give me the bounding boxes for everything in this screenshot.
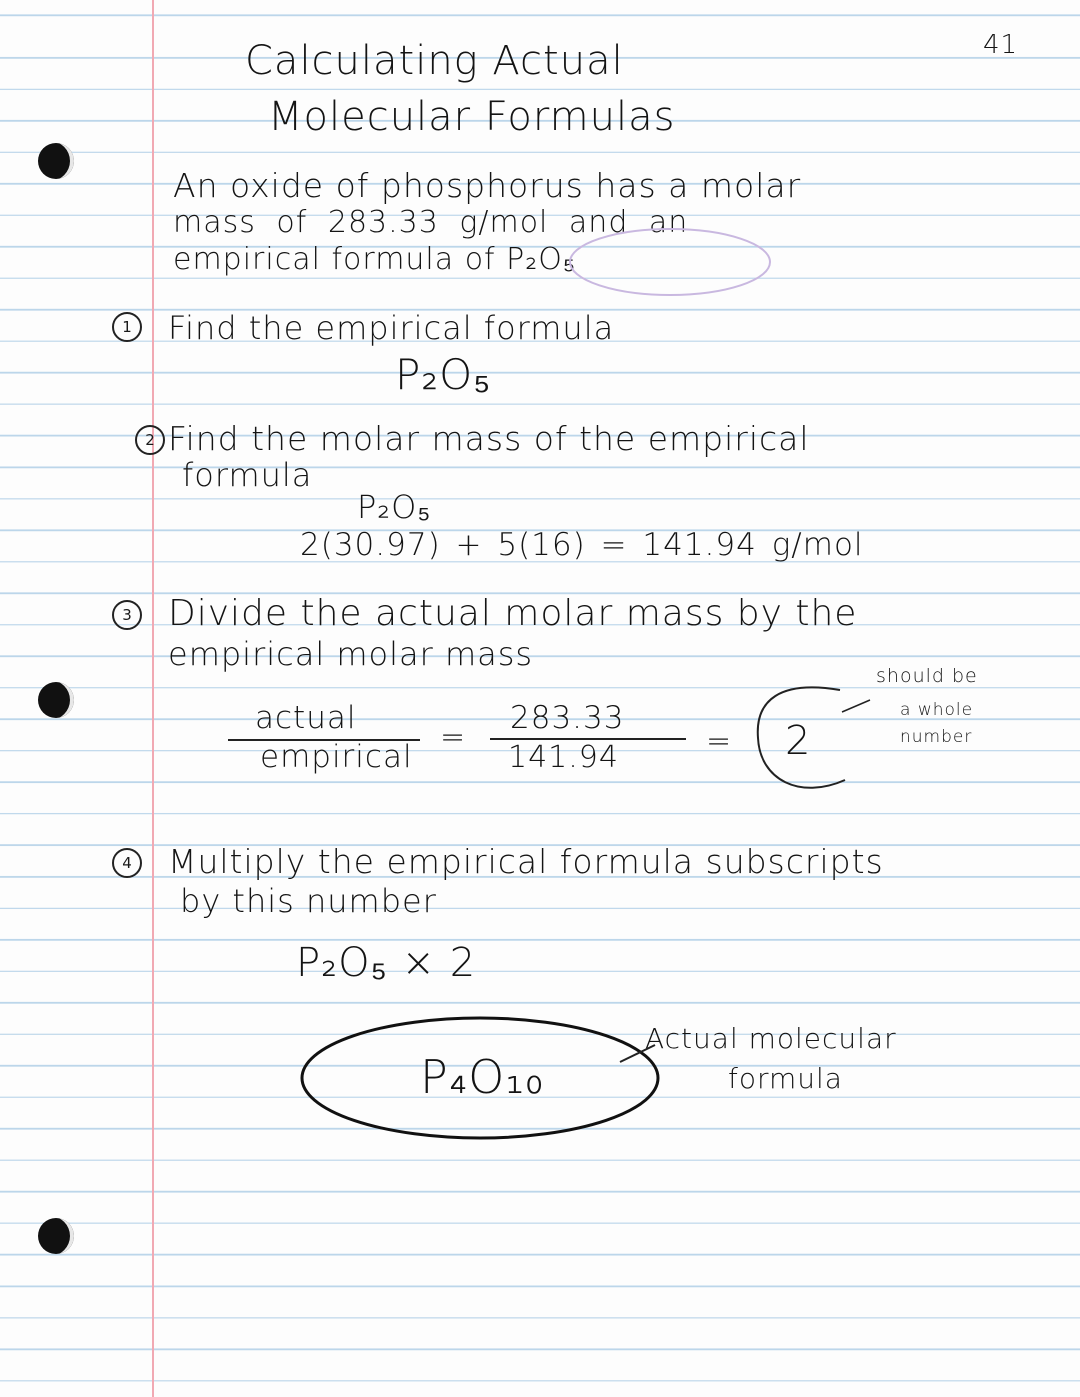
problem-line-1: An oxide of phosphorus has a molar xyxy=(173,166,802,205)
step-4-work: P₂O₅ × 2 xyxy=(296,940,477,986)
step-3-number: 3 xyxy=(112,600,142,630)
answer-note-line-2: formula xyxy=(728,1062,843,1095)
whole-number-note-line-3: number xyxy=(900,727,973,747)
step-3-text-line-2: empirical molar mass xyxy=(168,635,534,673)
step-2-number: 2 xyxy=(135,425,165,455)
whole-number-note-line-2: a whole xyxy=(900,700,974,720)
step-1-number: 1 xyxy=(112,312,142,342)
final-answer-circle xyxy=(302,1018,658,1138)
equals-sign-1: = xyxy=(440,720,467,755)
problem-line-2: mass of 283.33 g/mol and an xyxy=(173,205,689,240)
step-4-text-line-1: Multiply the empirical formula subscripts xyxy=(168,842,884,881)
step-4-text-line-2: by this number xyxy=(180,882,437,920)
step-2-work-formula: P₂O₅ xyxy=(357,488,432,526)
step-3-result: 2 xyxy=(785,718,812,764)
fraction-left-denominator: empirical xyxy=(260,739,413,775)
empirical-formula-highlight-circle xyxy=(570,229,770,295)
problem-line-3: empirical formula of P₂O₅ xyxy=(173,242,576,277)
step-2-text-line-2: formula xyxy=(182,456,313,494)
answer-note-line-1: Actual molecular xyxy=(645,1022,897,1055)
final-answer: P₄O₁₀ xyxy=(420,1050,545,1104)
fraction-right-denominator: 141.94 xyxy=(508,740,619,775)
step-1-text: Find the empirical formula xyxy=(168,309,615,347)
page-title-line-2: Molecular Formulas xyxy=(268,94,676,140)
equals-sign-2: = xyxy=(706,724,733,759)
step-2-work-calc: 2(30.97) + 5(16) = 141.94 g/mol xyxy=(300,527,864,563)
step-3-text-line-1: Divide the actual molar mass by the xyxy=(168,593,858,634)
whole-number-note-line-1: should be xyxy=(876,665,978,687)
step-4-number: 4 xyxy=(112,848,142,878)
step-2-text-line-1: Find the molar mass of the empirical xyxy=(168,419,810,458)
result-circle-arc xyxy=(758,687,845,787)
page-number: 41 xyxy=(983,30,1019,60)
page-title-line-1: Calculating Actual xyxy=(245,38,624,84)
step-1-work: P₂O₅ xyxy=(395,350,492,399)
fraction-left-numerator: actual xyxy=(255,700,357,736)
note-arrow xyxy=(842,700,870,712)
fraction-right-numerator: 283.33 xyxy=(510,700,625,736)
